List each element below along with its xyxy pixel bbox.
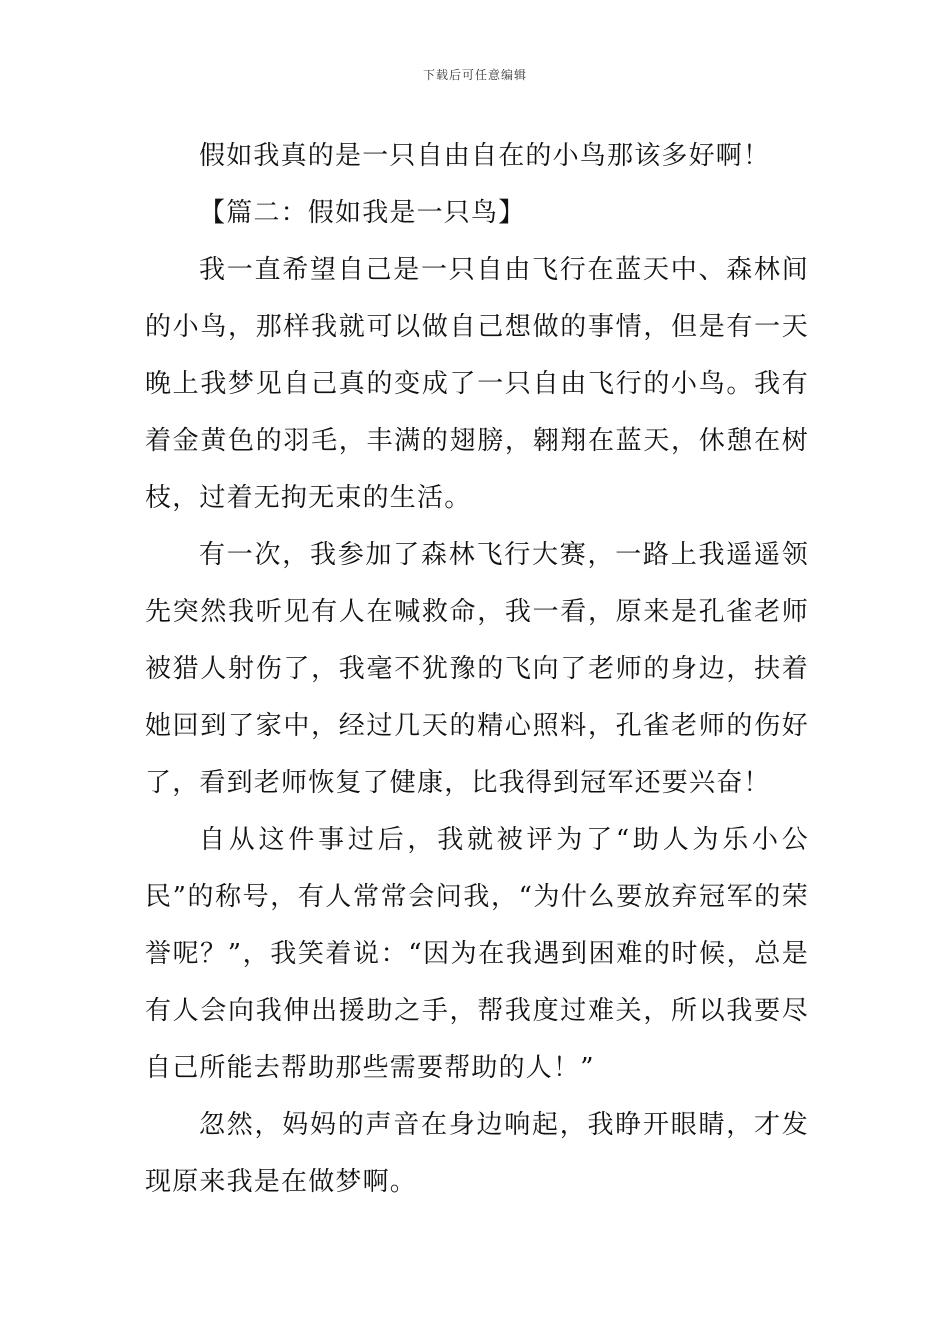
- paragraph-race: 有一次，我参加了森林飞行大赛，一路上我遥遥领先突然我听见有人在喊救命，我一看，原来是孔雀老师被猎人射伤了，我毫不犹豫的飞向了老师的身边，扶着她回到了家中，经过几天的精心照料，孔雀老师的伤好了，看到老师恢复了健康，比我得到冠军还要兴奋！: [145, 540, 809, 798]
- paragraph-title-award: 自从这件事过后，我就被评为了“助人为乐小公民”的称号，有人常常会问我，“为什么要放弃冠军的荣誉呢？”，我笑着说：“因为在我遇到困难的时候，总是有人会向我伸出援助之手，帮我度过难关，所以我要尽自己所能去帮助那些需要帮助的人！”: [145, 825, 809, 1083]
- document-body: [145, 128, 809, 1211]
- paragraph-closing-line: 假如我真的是一只自由自在的小鸟那该多好啊！: [199, 141, 771, 171]
- paragraph-waking: 忽然，妈妈的声音在身边响起，我睁开眼睛，才发现原来我是在做梦啊。: [145, 1110, 809, 1197]
- page-header: 下载后可任意编辑: [422, 68, 527, 82]
- paragraph-dream: 我一直希望自己是一只自由飞行在蓝天中、森林间的小鸟，那样我就可以做自己想做的事情，但是有一天晚上我梦见自己真的变成了一只自由飞行的小鸟。我有着金黄色的羽毛，丰满的翅膀，翱翔在蓝天，休憩在树枝，过着无拘无束的生活。: [145, 255, 809, 513]
- section-heading: 【篇二：假如我是一只鸟】: [199, 198, 526, 228]
